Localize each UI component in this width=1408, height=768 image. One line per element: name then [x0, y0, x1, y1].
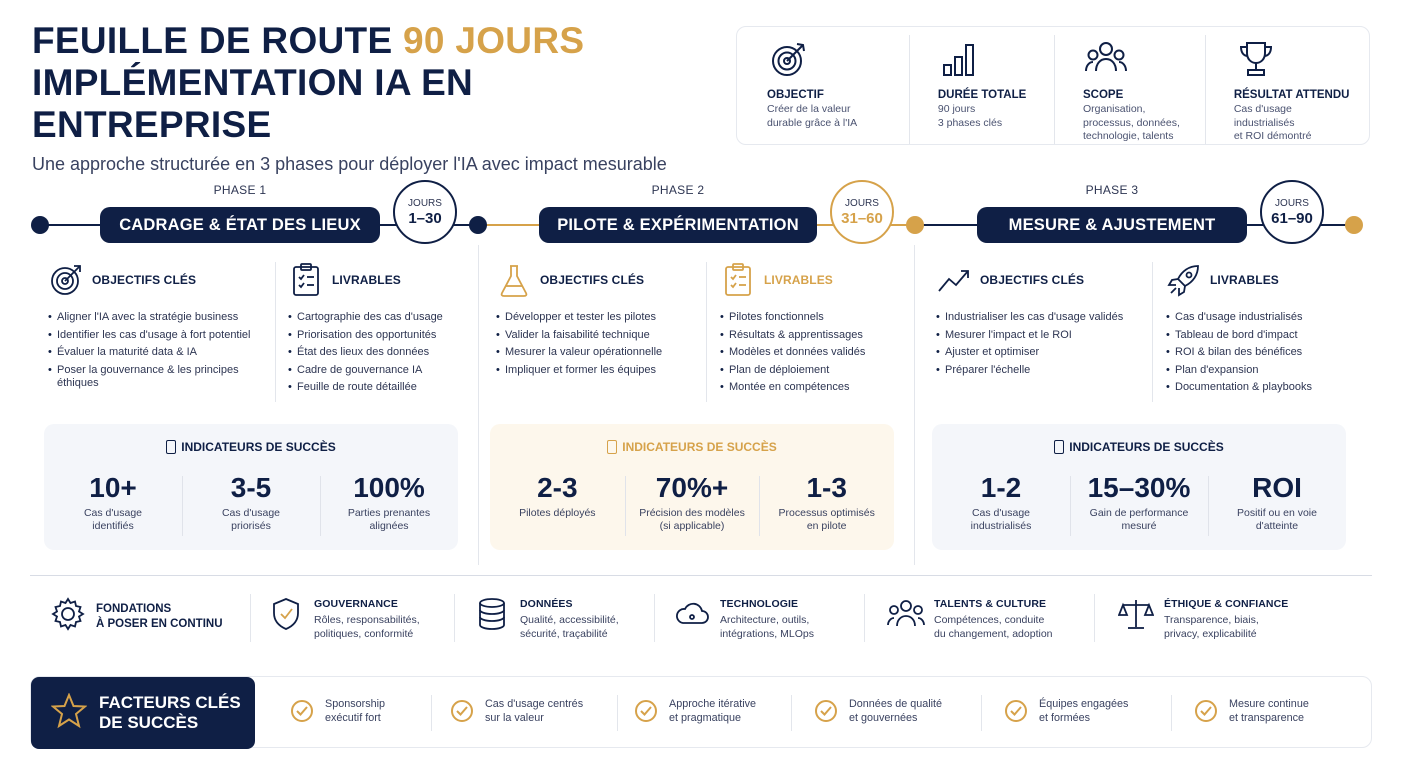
- foundation-item: [472, 594, 619, 641]
- list-item: • Plan de déploiement: [720, 364, 906, 377]
- summary-title: OBJECTIF: [767, 89, 824, 101]
- kpi-value: 1-3: [806, 472, 847, 503]
- phase-pill: PILOTE & EXPÉRIMENTATION: [539, 207, 817, 243]
- cloud-icon: [672, 594, 712, 634]
- balance-icon: [1116, 594, 1156, 634]
- list-item: • Mesurer la valeur opérationnelle: [496, 346, 701, 359]
- factor-divider: [981, 695, 982, 731]
- list-item: • Préparer l'échelle: [936, 364, 1148, 377]
- kpi-icon: [607, 440, 617, 454]
- check-icon: [1195, 700, 1217, 722]
- check-icon: [815, 700, 837, 722]
- check-icon: [291, 700, 313, 722]
- list-item: • Industrialiser les cas d'usage validés: [936, 311, 1148, 324]
- summary-text: 90 jours 3 phases clés: [937, 103, 1003, 129]
- kpi-label: Précision des modèles (si applicable): [639, 507, 745, 532]
- success-factor: [1005, 697, 1128, 725]
- kpi-icon: [166, 440, 176, 454]
- objectives-list: [936, 311, 1148, 377]
- foundation-text: Rôles, responsabilités, politiques, conformité: [314, 614, 420, 640]
- objectives-block: [496, 262, 701, 381]
- days-label: JOURS: [845, 197, 879, 209]
- foundation-item: [886, 594, 1053, 641]
- objectives-title: OBJECTIFS CLÉS: [92, 273, 197, 287]
- kpi-label: Cas d'usage industrialisés: [970, 507, 1032, 532]
- list-item: • Cadre de gouvernance IA: [288, 364, 468, 377]
- kpi-cell: [1208, 472, 1346, 533]
- kpi-panel: [932, 424, 1346, 550]
- gear-icon: [50, 596, 86, 637]
- kpi-panel: [44, 424, 458, 550]
- list-item: • Ajuster et optimiser: [936, 346, 1148, 359]
- check-icon: [1005, 700, 1027, 722]
- check-icon: [635, 700, 657, 722]
- kpi-cell: [182, 472, 320, 533]
- kpi-cell: [625, 472, 760, 533]
- sub-divider: [706, 262, 707, 402]
- kpi-cell: [759, 472, 894, 533]
- list-item: • Mesurer l'impact et le ROI: [936, 329, 1148, 342]
- objectives-block: [48, 262, 270, 394]
- foundations-title: FONDATIONS À POSER EN CONTINU: [96, 602, 223, 630]
- trend-up-icon: [936, 262, 972, 298]
- deliverables-title: LIVRABLES: [332, 273, 401, 287]
- kpi-label: Pilotes déployés: [519, 507, 596, 519]
- list-item: • Documentation & playbooks: [1166, 381, 1352, 394]
- foundations-header: [50, 596, 223, 637]
- success-factor-text: Cas d'usage centrés sur la valeur: [485, 698, 584, 724]
- deliverables-list: [720, 311, 906, 394]
- phase-label: PHASE 1: [213, 183, 267, 197]
- phase-divider: [914, 245, 915, 565]
- team-icon: [886, 594, 926, 634]
- list-item: • Montée en compétences: [720, 381, 906, 394]
- deliverables-title: LIVRABLES: [1210, 273, 1279, 287]
- kpi-title-text: INDICATEURS DE SUCCÈS: [1069, 440, 1224, 454]
- objectives-block: [936, 262, 1148, 381]
- phase-days-badge: [1260, 180, 1324, 244]
- success-factor-text: Données de qualité et gouvernées: [849, 698, 943, 724]
- sub-divider: [1152, 262, 1153, 402]
- kpi-cell: [44, 472, 182, 533]
- phase-pill: CADRAGE & ÉTAT DES LIEUX: [100, 207, 380, 243]
- summary-card: [736, 26, 1370, 145]
- deliverables-list: [1166, 311, 1352, 394]
- kpi-label: Processus optimisés en pilote: [778, 507, 875, 532]
- foundation-divider: [654, 594, 655, 642]
- factor-divider: [1171, 695, 1172, 731]
- days-label: JOURS: [1275, 197, 1309, 209]
- foundation-text: Architecture, outils, intégrations, MLOps: [720, 614, 814, 640]
- kpi-value: 2-3: [537, 472, 578, 503]
- foundation-divider: [1094, 594, 1095, 642]
- foundation-divider: [864, 594, 865, 642]
- foundation-text: Qualité, accessibilité, sécurité, traçabilité: [520, 614, 619, 640]
- success-factor: [451, 697, 583, 725]
- star-icon: [51, 693, 87, 734]
- bar-chart-icon: [938, 35, 1040, 79]
- deliverables-title: LIVRABLES: [764, 273, 833, 287]
- check-icon: [451, 700, 473, 722]
- database-icon: [472, 594, 512, 634]
- success-factors-badge: [31, 677, 255, 749]
- days-label: JOURS: [408, 197, 442, 209]
- foundation-title: TECHNOLOGIE: [720, 598, 799, 610]
- foundation-item: [266, 594, 420, 641]
- list-item: • Aligner l'IA avec la stratégie business: [48, 311, 270, 324]
- phase-label: PHASE 2: [651, 183, 705, 197]
- kpi-title: [44, 440, 458, 454]
- summary-title: RÉSULTAT ATTENDU: [1233, 89, 1350, 101]
- days-range: 31–60: [841, 209, 883, 227]
- success-factor-text: Équipes engagées et formées: [1039, 698, 1129, 724]
- success-factor-text: Sponsorship exécutif fort: [325, 698, 386, 724]
- kpi-label: Cas d'usage identifiés: [83, 507, 143, 532]
- kpi-cell: [490, 472, 625, 533]
- kpi-label: Cas d'usage priorisés: [221, 507, 281, 532]
- people-icon: [1083, 35, 1191, 79]
- kpi-value: 15–30%: [1087, 472, 1191, 503]
- foundation-divider: [454, 594, 455, 642]
- foundation-divider: [250, 594, 251, 642]
- list-item: • Développer et tester les pilotes: [496, 311, 701, 324]
- kpi-value: 10+: [89, 472, 137, 503]
- kpi-title: [932, 440, 1346, 454]
- foundation-item: [672, 594, 814, 641]
- target-icon: [48, 262, 84, 298]
- list-item: • Résultats & apprentissages: [720, 329, 906, 342]
- list-item: • Cartographie des cas d'usage: [288, 311, 468, 324]
- title-part-1: FEUILLE DE ROUTE: [32, 20, 403, 61]
- foundation-item: [1116, 594, 1288, 641]
- kpi-label: Parties prenantes alignées: [347, 507, 431, 532]
- success-factor: [815, 697, 942, 725]
- phase-label: PHASE 3: [1085, 183, 1139, 197]
- list-item: • Plan d'expansion: [1166, 364, 1352, 377]
- factor-divider: [791, 695, 792, 731]
- factor-divider: [617, 695, 618, 731]
- summary-result: [1205, 35, 1369, 144]
- foundations-row: [30, 575, 1372, 657]
- title-part-2: IMPLÉMENTATION IA EN ENTREPRISE: [32, 62, 474, 145]
- summary-duration: [909, 35, 1054, 144]
- list-item: • Impliquer et former les équipes: [496, 364, 701, 377]
- foundation-title: GOUVERNANCE: [314, 598, 398, 610]
- objectives-list: [48, 311, 270, 390]
- deliverables-block: [288, 262, 468, 399]
- list-item: • Feuille de route détaillée: [288, 381, 468, 394]
- success-factors-row: [30, 676, 1372, 748]
- phase-pill: MESURE & AJUSTEMENT: [977, 207, 1247, 243]
- foundation-text: Transparence, biais, privacy, explicabilité: [1164, 614, 1259, 640]
- kpi-icon: [1054, 440, 1064, 454]
- kpi-cell: [932, 472, 1070, 533]
- kpi-value: 3-5: [230, 472, 272, 503]
- success-factors-title: FACTEURS CLÉS DE SUCCÈS: [99, 693, 241, 732]
- list-item: • État des lieux des données: [288, 346, 468, 359]
- list-item: • ROI & bilan des bénéfices: [1166, 346, 1352, 359]
- rocket-icon: [1166, 262, 1202, 298]
- foundation-title: TALENTS & CULTURE: [934, 598, 1047, 610]
- checklist-icon: [720, 262, 756, 298]
- objectives-title: OBJECTIFS CLÉS: [540, 273, 645, 287]
- success-factor: [1195, 697, 1309, 725]
- phase-days-badge: [830, 180, 894, 244]
- success-factor-text: Approche itérative et pragmatique: [669, 698, 757, 724]
- list-item: • Pilotes fonctionnels: [720, 311, 906, 324]
- checklist-icon: [288, 262, 324, 298]
- kpi-cell: [320, 472, 458, 533]
- list-item: • Modèles et données validés: [720, 346, 906, 359]
- summary-title: SCOPE: [1082, 89, 1124, 101]
- foundation-title: ÉTHIQUE & CONFIANCE: [1164, 598, 1289, 610]
- success-factor-text: Mesure continue et transparence: [1229, 698, 1309, 724]
- target-icon: [767, 35, 895, 79]
- days-range: 1–30: [408, 209, 442, 227]
- title-highlight: 90 JOURS: [403, 20, 585, 61]
- summary-scope: [1054, 35, 1205, 144]
- deliverables-block: [720, 262, 906, 399]
- summary-text: Organisation, processus, données, technologie, talents: [1082, 103, 1180, 142]
- kpi-title-text: INDICATEURS DE SUCCÈS: [181, 440, 336, 454]
- list-item: • Priorisation des opportunités: [288, 329, 468, 342]
- success-factor: [291, 697, 385, 725]
- list-item: • Identifier les cas d'usage à fort potentiel: [48, 329, 270, 342]
- deliverables-block: [1166, 262, 1352, 399]
- list-item: • Évaluer la maturité data & IA: [48, 346, 270, 359]
- shield-icon: [266, 594, 306, 634]
- days-range: 61–90: [1271, 209, 1313, 227]
- summary-title: DURÉE TOTALE: [937, 89, 1027, 101]
- kpi-value: 100%: [353, 472, 425, 503]
- objectives-list: [496, 311, 701, 377]
- summary-objective: [767, 35, 909, 144]
- kpi-title-text: INDICATEURS DE SUCCÈS: [622, 440, 777, 454]
- list-item: • Tableau de bord d'impact: [1166, 329, 1352, 342]
- kpi-title: [490, 440, 894, 454]
- kpi-value: 70%+: [655, 472, 729, 503]
- objectives-title: OBJECTIFS CLÉS: [980, 273, 1085, 287]
- trophy-icon: [1234, 35, 1355, 79]
- phase-days-badge: [393, 180, 457, 244]
- list-item: • Cas d'usage industrialisés: [1166, 311, 1352, 324]
- kpi-panel: [490, 424, 894, 550]
- summary-text: Créer de la valeur durable grâce à l'IA: [767, 103, 858, 129]
- page-title: [32, 20, 712, 146]
- kpi-label: Positif ou en voie d'atteinte: [1237, 507, 1317, 532]
- timeline-dot: [469, 216, 487, 234]
- phase-divider: [478, 245, 479, 565]
- page-header: [32, 20, 712, 175]
- deliverables-list: [288, 311, 468, 394]
- summary-text: Cas d'usage industrialisés et ROI démontré: [1233, 103, 1312, 142]
- timeline-dot: [906, 216, 924, 234]
- timeline-dot: [31, 216, 49, 234]
- kpi-value: 1-2: [980, 472, 1022, 503]
- foundation-text: Compétences, conduite du changement, adoption: [934, 614, 1053, 640]
- list-item: • Valider la faisabilité technique: [496, 329, 701, 342]
- kpi-label: Gain de performance mesuré: [1089, 507, 1189, 532]
- kpi-value: ROI: [1252, 472, 1302, 503]
- factor-divider: [431, 695, 432, 731]
- sub-divider: [275, 262, 276, 402]
- kpi-cell: [1070, 472, 1208, 533]
- flask-icon: [496, 262, 532, 298]
- page-subtitle: Une approche structurée en 3 phases pour déployer l'IA avec impact mesurable: [32, 154, 667, 174]
- list-item: • Poser la gouvernance & les principes éthiques: [48, 364, 270, 390]
- success-factor: [635, 697, 756, 725]
- foundation-title: DONNÉES: [520, 598, 573, 610]
- timeline-dot: [1345, 216, 1363, 234]
